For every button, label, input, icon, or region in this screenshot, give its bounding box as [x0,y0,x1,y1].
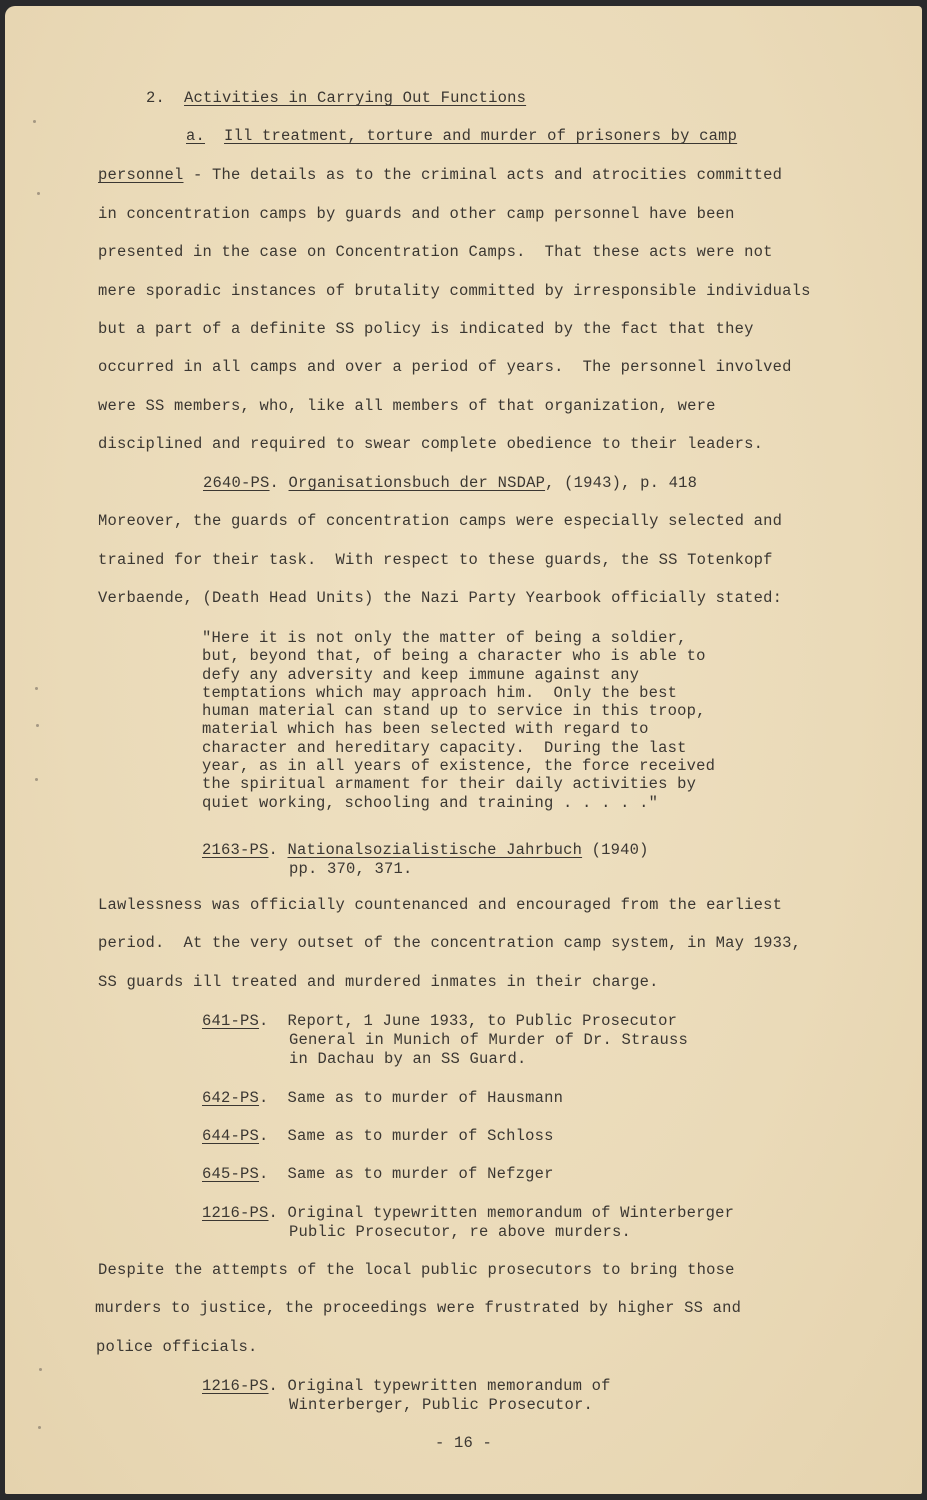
quote-line: defy any adversity and keep immune against any [202,665,640,684]
subsection-heading [186,127,737,146]
subsection-lead: - The details as to the criminal acts and atrocities committed [183,166,783,184]
quote-line: material which has been selected with regard to [202,720,649,739]
section-number: 2. [146,89,166,107]
document-page [5,6,922,1494]
paper-speck [37,192,40,195]
paragraph-line: period. At the very outset of the concentration camp system, in May 1933, [98,934,802,952]
quote-line: quiet working, schooling and training . . . . ." [202,793,659,812]
section-title: Activities in Carrying Out Functions [184,89,527,107]
paragraph-line: murders to justice, the proceedings were frustrated by higher SS and [95,1299,742,1317]
paper-speck [39,1368,42,1371]
citation-id: 644-PS [202,1127,260,1145]
citation-text: Winterberger, Public Prosecutor. [289,1396,594,1414]
citation-id: 641-PS [202,1012,260,1030]
paragraph-line: Lawlessness was officially countenanced and encouraged from the earliest [98,896,783,914]
citation-id: 645-PS [202,1165,260,1183]
citation-id: 2163-PS [202,841,269,859]
citation-text: Same as to murder of Hausmann [287,1089,564,1107]
citation-1216-ps: 1216-PS. Original typewritten memorandum of Winterberger [202,1204,735,1222]
citation-id: 1216-PS [202,1377,269,1395]
paper-speck [33,120,36,123]
citation-rest: (1940) [582,841,649,859]
citation-text: in Dachau by an SS Guard. [289,1050,527,1068]
paragraph-line [98,166,782,185]
paper-speck [35,778,38,781]
citation-1216-ps-second: 1216-PS. Original typewritten memorandum of [202,1377,611,1395]
citation-text: Original typewritten memorandum of Winterberger [287,1204,735,1222]
paragraph-line: SS guards ill treated and murdered inmates in their charge. [98,973,659,991]
paragraph-line: were SS members, who, like all members of that organization, were [98,397,716,415]
quote-block [202,629,715,812]
citation-rest: , (1943), p. 418 [545,474,698,492]
citation-2163-ps: 2163-PS. Nationalsozialistische Jahrbuch (1940) [202,841,649,859]
paper-speck [35,687,38,690]
paragraph-line: presented in the case on Concentration Camps. That these acts were not [98,243,773,261]
paper-speck [38,1426,41,1429]
paragraph-line: police officials. [96,1338,258,1356]
citation-title: Nationalsozialistische Jahrbuch [287,841,583,859]
citation-2640-ps: 2640-PS. Organisationsbuch der NSDAP, (1943), p. 418 [203,474,698,492]
paragraph-line: in concentration camps by guards and other camp personnel have been [98,205,735,223]
paragraph-line: Moreover, the guards of concentration camps were especially selected and [98,512,783,530]
quote-line: but, beyond that, of being a character who is able to [202,647,706,666]
citation-pages: pp. 370, 371. [289,860,413,878]
paragraph-line: Verbaende, (Death Head Units) the Nazi Party Yearbook officially stated: [98,589,783,607]
citation-title: Organisationsbuch der NSDAP [288,474,546,492]
subsection-letter: a. [186,127,206,145]
paper-speck [36,724,39,727]
subsection-title-cont: personnel [98,166,184,184]
quote-line: the spiritual armament for their daily activities by [202,775,697,794]
citation-642-ps: 642-PS. Same as to murder of Hausmann [202,1089,564,1107]
paragraph-line: occurred in all camps and over a period of years. The personnel involved [98,358,792,376]
paragraph-line: mere sporadic instances of brutality committed by irresponsible individuals [98,282,811,300]
citation-text: Public Prosecutor, re above murders. [289,1223,632,1241]
citation-text: Original typewritten memorandum of [287,1377,611,1395]
citation-text: Report, 1 June 1933, to Public Prosecutor [287,1012,678,1030]
quote-line: character and hereditary capacity. During the last [202,738,687,757]
citation-641-ps: 641-PS. Report, 1 June 1933, to Public Prosecutor [202,1012,678,1030]
quote-line: year, as in all years of existence, the force received [202,757,716,776]
citation-644-ps: 644-PS. Same as to murder of Schloss [202,1127,554,1145]
paragraph-line: but a part of a definite SS policy is indicated by the fact that they [98,320,754,338]
citation-text: General in Munich of Murder of Dr. Strauss [289,1031,689,1049]
quote-line: human material can stand up to service in this troop, [202,702,706,721]
subsection-title: Ill treatment, torture and murder of prisoners by camp [224,127,738,145]
section-heading [146,89,526,108]
paragraph-line: trained for their task. With respect to these guards, the SS Totenkopf [98,551,773,569]
citation-id: 1216-PS [202,1204,269,1222]
citation-text: Same as to murder of Nefzger [287,1165,554,1183]
paragraph-line: disciplined and required to swear complete obedience to their leaders. [98,435,764,453]
page-number: - 16 - [435,1434,493,1452]
paragraph-line: Despite the attempts of the local public prosecutors to bring those [98,1261,735,1279]
quote-line: temptations which may approach him. Only the best [202,683,678,702]
quote-line: "Here it is not only the matter of being a soldier, [202,629,687,647]
citation-645-ps: 645-PS. Same as to murder of Nefzger [202,1165,554,1183]
citation-id: 642-PS [202,1089,260,1107]
citation-text: Same as to murder of Schloss [287,1127,554,1145]
citation-id: 2640-PS [203,474,270,492]
